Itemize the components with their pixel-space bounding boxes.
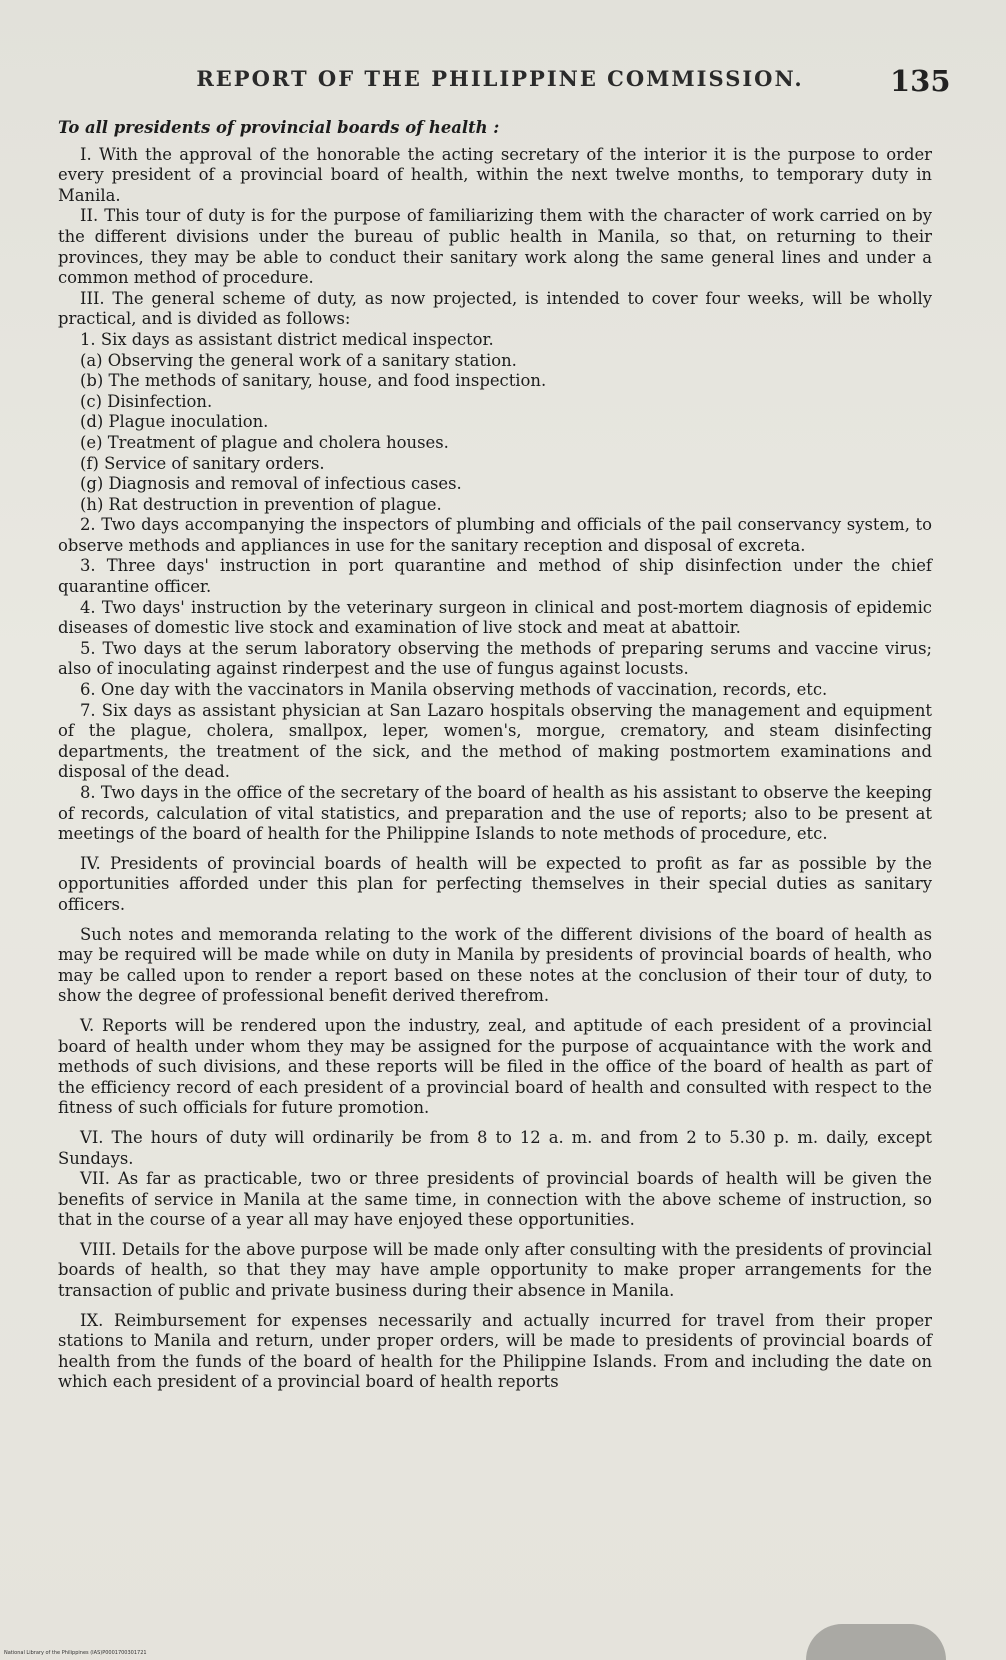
scan-credit: National Library of the Philippines (IAS)P0001700301721 xyxy=(4,1650,147,1656)
paragraph: 8. Two days in the office of the secretary of the board of health as his assistant to observe the keeping of records, calculation of vital statistics, and preparation and the use of reports; also to be present at meetings of the board of health for the Philippine Islands to note methods of procedure, etc. xyxy=(58,783,932,844)
page-number: 135 xyxy=(890,64,951,98)
running-head: REPORT OF THE PHILIPPINE COMMISSION. xyxy=(196,66,804,91)
salutation: To all presidents of provincial boards of health : xyxy=(58,118,500,137)
paragraph: 6. One day with the vaccinators in Manila observing methods of vaccination, records, etc. xyxy=(80,680,828,700)
paragraph: 7. Six days as assistant physician at San Lazaro hospitals observing the management and equipment of the plague, cholera, smallpox, leper, women's, morgue, crematory, and steam disinfecting departments, the treatment of the sick, and the method of making postmortem examinations and disposal of the dead. xyxy=(58,700,932,782)
paragraph: 4. Two days' instruction by the veterinary surgeon in clinical and post-mortem diagnosis of epidemic diseases of domestic live stock and examination of live stock and meat at abattoir. xyxy=(58,597,932,638)
list-item: (a) Observing the general work of a sanitary station. xyxy=(80,350,517,370)
list-item: (h) Rat destruction in prevention of plague. xyxy=(80,494,442,514)
paragraph: VI. The hours of duty will ordinarily be from 8 to 12 a. m. and from 2 to 5.30 p. m. daily, except Sundays. xyxy=(58,1127,932,1168)
document-body xyxy=(58,118,932,1393)
paragraph: IV. Presidents of provincial boards of health will be expected to profit as far as possible by the opportunities afforded under this plan for perfecting themselves in their special duties as sanitary officers. xyxy=(58,853,932,914)
list-item: (g) Diagnosis and removal of infectious cases. xyxy=(80,474,462,494)
scan-shadow xyxy=(806,1624,946,1660)
list-item: (c) Disinfection. xyxy=(80,391,213,411)
list-item: (f) Service of sanitary orders. xyxy=(80,453,325,473)
list-item: (d) Plague inoculation. xyxy=(80,412,269,432)
paragraph: VII. As far as practicable, two or three presidents of provincial boards of health will be given the benefits of service in Manila at the same time, in connection with the above scheme of instruction, so that in the course of a year all may have enjoyed these opportunities. xyxy=(58,1169,932,1230)
paragraph: IX. Reimbursement for expenses necessarily and actually incurred for travel from their proper stations to Manila and return, under proper orders, will be made to presidents of provincial boards of health from the funds of the board of health for the Philippine Islands. From and including the date on which each president of a provincial board of health reports xyxy=(58,1310,932,1392)
paragraph: I. With the approval of the honorable the acting secretary of the interior it is the purpose to order every president of a provincial board of health, within the next twelve months, to temporary duty in Manila. xyxy=(58,144,932,205)
list-item: (e) Treatment of plague and cholera houses. xyxy=(80,432,449,452)
list-item: 1. Six days as assistant district medical inspector. xyxy=(80,329,494,349)
paragraph: VIII. Details for the above purpose will be made only after consulting with the presidents of provincial boards of health, so that they may have ample opportunity to make proper arrangements for the transaction of public and private business during their absence in Manila. xyxy=(58,1239,932,1301)
paragraph: Such notes and memoranda relating to the work of the different divisions of the board of health as may be required will be made while on duty in Manila by presidents of provincial boards of health, who may be called upon to render a report based on these notes at the conclusion of their tour of duty, to show the degree of professional benefit derived therefrom. xyxy=(58,924,932,1006)
paragraph: III. The general scheme of duty, as now projected, is intended to cover four weeks, will be wholly practical, and is divided as follows: xyxy=(58,288,932,329)
list-item: (b) The methods of sanitary, house, and food inspection. xyxy=(80,371,547,391)
paragraph: II. This tour of duty is for the purpose of familiarizing them with the character of work carried on by the different divisions under the bureau of public health in Manila, so that, on returning to their provinces, they may be able to conduct their sanitary work along the same general lines and under a common method of procedure. xyxy=(58,206,932,288)
paragraph: 5. Two days at the serum laboratory observing the methods of preparing serums and vaccine virus; also of inoculating against rinderpest and the use of fungus against locusts. xyxy=(58,638,932,679)
paragraph: V. Reports will be rendered upon the industry, zeal, and aptitude of each president of a provincial board of health under whom they may be assigned for the purpose of acquaintance with the work and methods of such divisions, and these reports will be filed in the office of the board of health as part of the efficiency record of each president of a provincial board of health and consulted with respect to the fitness of such officials for future promotion. xyxy=(58,1015,932,1118)
paragraph: 3. Three days' instruction in port quarantine and method of ship disinfection under the chief quarantine officer. xyxy=(58,556,932,597)
paragraph: 2. Two days accompanying the inspectors of plumbing and officials of the pail conservancy system, to observe methods and appliances in use for the sanitary reception and disposal of excreta. xyxy=(58,515,932,555)
